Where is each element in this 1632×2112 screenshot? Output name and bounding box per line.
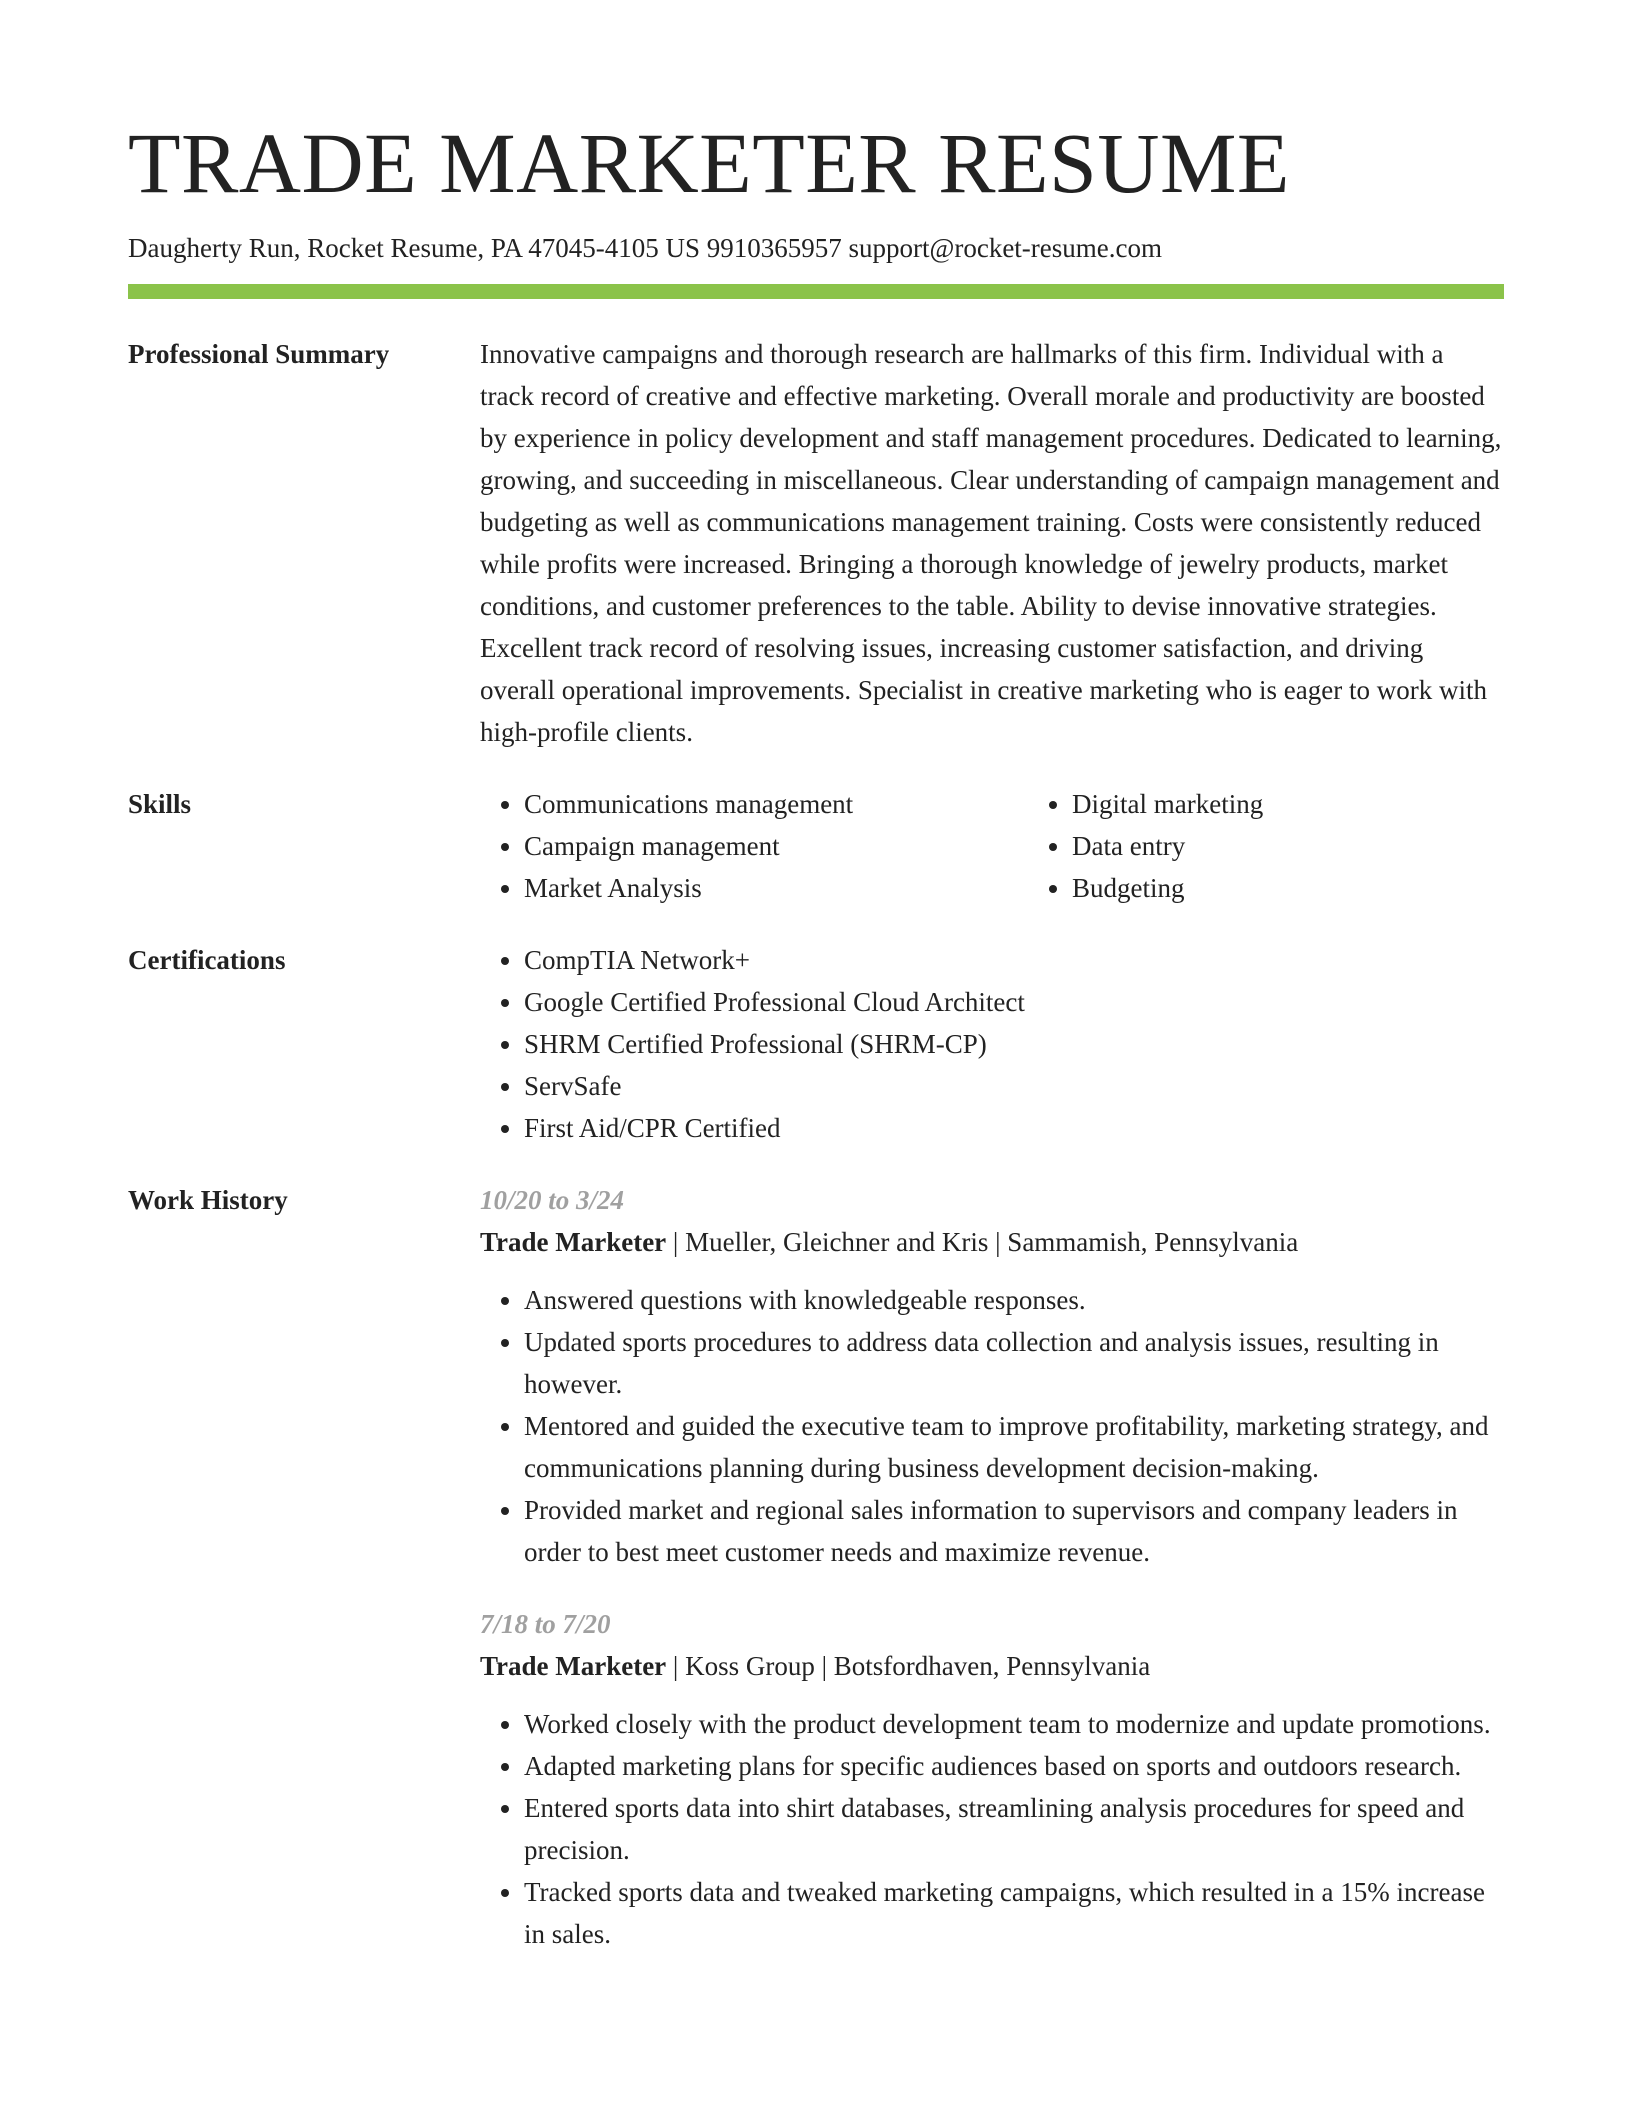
skills-body xyxy=(480,783,1576,909)
certification-item: • Google Certified Professional Cloud Architect xyxy=(524,981,1504,1023)
skills-list-right xyxy=(1028,783,1576,909)
job-bullet: • Mentored and guided the executive team to improve profitability, marketing strategy, and communications planning during business development decision-making. xyxy=(524,1405,1504,1489)
summary-body xyxy=(480,333,1504,753)
certification-item: • ServSafe xyxy=(524,1065,1504,1107)
certification-item: • SHRM Certified Professional (SHRM-CP) xyxy=(524,1023,1504,1065)
resume-title: TRADE MARKETER RESUME xyxy=(128,115,1290,211)
resume-sections xyxy=(128,333,1504,1955)
job-entry xyxy=(480,1603,1504,1955)
work-history-label: Work History xyxy=(128,1185,288,1216)
job-details: | Mueller, Gleichner and Kris | Sammamish, Pennsylvania xyxy=(666,1227,1299,1258)
accent-divider xyxy=(128,284,1504,299)
skills-list-left xyxy=(480,783,1028,909)
summary-label: Professional Summary xyxy=(128,339,390,370)
skill-item: • Campaign management xyxy=(524,825,1028,867)
skills-label: Skills xyxy=(128,789,192,820)
skills-section xyxy=(128,783,1504,909)
job-bullet: • Provided market and regional sales information to supervisors and company leaders in order to best meet customer needs and maximize revenue. xyxy=(524,1489,1504,1573)
certifications-label: Certifications xyxy=(128,945,286,976)
skill-item: • Budgeting xyxy=(1072,867,1576,909)
skill-item: • Communications management xyxy=(524,783,1028,825)
summary-section xyxy=(128,333,1504,753)
job-dates: 10/20 to 3/24 xyxy=(480,1185,625,1216)
work-history-section xyxy=(128,1179,1504,1955)
certifications-list xyxy=(480,939,1504,1149)
contact-line: Daugherty Run, Rocket Resume, PA 47045-4105 US 9910365957 support@rocket-resume.com xyxy=(128,233,1163,263)
certifications-section xyxy=(128,939,1504,1149)
job-bullet: • Tracked sports data and tweaked marketing campaigns, which resulted in a 15% increase in sales. xyxy=(524,1871,1504,1955)
job-heading xyxy=(480,1221,1504,1263)
job-details: | Koss Group | Botsfordhaven, Pennsylvania xyxy=(666,1651,1151,1682)
certification-item: • CompTIA Network+ xyxy=(524,939,1504,981)
work-history-body xyxy=(480,1179,1504,1955)
job-title: Trade Marketer xyxy=(480,1651,667,1682)
job-title: Trade Marketer xyxy=(480,1227,667,1258)
job-bullets xyxy=(480,1703,1504,1955)
job-bullets xyxy=(480,1279,1504,1573)
certifications-body xyxy=(480,939,1504,1149)
skill-item: • Data entry xyxy=(1072,825,1576,867)
job-bullet: • Adapted marketing plans for specific audiences based on sports and outdoors research. xyxy=(524,1745,1504,1787)
skill-item: • Digital marketing xyxy=(1072,783,1576,825)
skill-item: • Market Analysis xyxy=(524,867,1028,909)
job-bullet: • Answered questions with knowledgeable responses. xyxy=(524,1279,1504,1321)
job-entry xyxy=(480,1179,1504,1573)
job-bullet: • Worked closely with the product development team to modernize and update promotions. xyxy=(524,1703,1504,1745)
certification-item: • First Aid/CPR Certified xyxy=(524,1107,1504,1149)
summary-text: Innovative campaigns and thorough research are hallmarks of this firm. Individual with a track record of creative and effective marketing. Overall morale and productivity are boosted by experience in policy development and staff management procedures. Dedicated to learning, growing, and succeeding in miscellaneous. Clear understanding of campaign management and budgeting as well as communications management training. Costs were consistently reduced while profits were increased. Bringing a thorough knowledge of jewelry products, market conditions, and customer preferences to the table. Ability to devise innovative strategies. Excellent track record of resolving issues, increasing customer satisfaction, and driving overall operational improvements. Specialist in creative marketing who is eager to work with high-profile clients. xyxy=(480,339,1502,748)
job-heading xyxy=(480,1645,1504,1687)
job-bullet: • Updated sports procedures to address data collection and analysis issues, resulting in however. xyxy=(524,1321,1504,1405)
job-dates: 7/18 to 7/20 xyxy=(480,1609,611,1640)
job-bullet: • Entered sports data into shirt databases, streamlining analysis procedures for speed and precision. xyxy=(524,1787,1504,1871)
